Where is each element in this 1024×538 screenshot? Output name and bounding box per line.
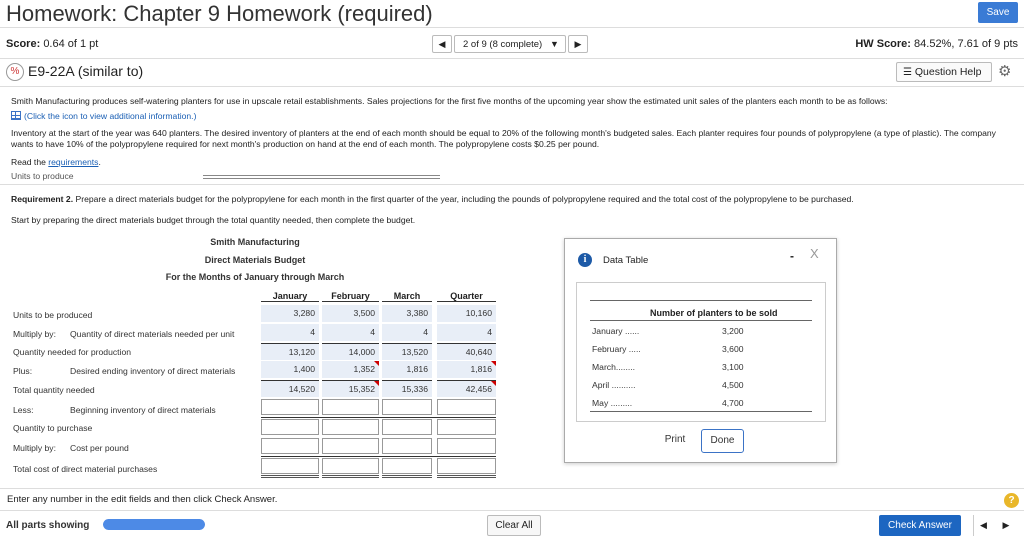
col-quarter: Quarter <box>437 291 496 302</box>
cell-total-mar: 15,336 <box>382 380 432 397</box>
table-rule <box>590 300 812 301</box>
input-begin-mar[interactable] <box>382 399 432 415</box>
planters-value: 3,200 <box>722 326 744 336</box>
input-cost-feb[interactable] <box>322 438 379 454</box>
partial-credit-icon: % <box>6 63 24 81</box>
cell-total-jan: 14,520 <box>261 380 319 397</box>
month-label: February <box>592 344 627 354</box>
row-label-ending-inventory: Desired ending inventory of direct materials <box>70 366 236 376</box>
read-requirements <box>11 157 1016 168</box>
hw-score <box>855 38 1018 50</box>
row-label-cost-per-pound: Cost per pound <box>70 443 129 453</box>
col-january: January <box>261 291 319 302</box>
info-link[interactable] <box>11 111 1016 122</box>
budget-period: For the Months of January through March <box>165 272 345 282</box>
row-label-units: Units to be produced <box>13 310 93 320</box>
input-cost-mar[interactable] <box>382 438 432 454</box>
clipped-row: Units to produce <box>11 171 74 181</box>
cell-ending-jan[interactable]: 1,400 <box>261 361 319 378</box>
question-help-button[interactable] <box>896 62 992 82</box>
input-totalcost-feb[interactable] <box>322 458 379 474</box>
leader-dots: .......... <box>609 380 636 390</box>
month-label: April <box>592 380 610 390</box>
table-row <box>592 362 635 372</box>
next-question-button[interactable]: ▶ <box>568 35 588 53</box>
cell-qtyneeded-mar: 13,520 <box>382 343 432 360</box>
cell-ending-qtr[interactable]: 1,816 <box>437 361 496 378</box>
divider <box>0 86 1024 87</box>
double-underline <box>261 475 319 478</box>
cell-units-jan: 3,280 <box>261 305 319 322</box>
cell-qtyneeded-feb: 14,000 <box>322 343 379 360</box>
leader-dots: ........ <box>615 362 635 372</box>
cell-qtyneeded-jan: 13,120 <box>261 343 319 360</box>
score-value: 0.64 of 1 pt <box>43 38 99 50</box>
input-begin-jan[interactable] <box>261 399 319 415</box>
close-icon[interactable]: X <box>810 246 819 261</box>
input-cost-jan[interactable] <box>261 438 319 454</box>
requirement-2-text: Prepare a direct materials budget for the polypropylene for each month in the first quarter of the year, including the pounds of polypropylene required and the total cost of the polypropylene to be purchased. <box>73 194 854 204</box>
divider <box>0 510 1024 511</box>
question-selector[interactable]: 2 of 9 (8 complete) <box>454 35 566 53</box>
month-label: March <box>592 362 616 372</box>
row-label-beginning-inventory: Beginning inventory of direct materials <box>70 405 216 415</box>
requirement-2-label: Requirement 2. <box>11 194 74 204</box>
subtotal-line <box>261 456 496 457</box>
score <box>6 38 98 50</box>
double-underline <box>322 475 379 478</box>
table-row <box>592 380 635 390</box>
planters-value: 4,500 <box>722 380 744 390</box>
cell-mult-jan: 4 <box>261 324 319 341</box>
input-begin-qtr[interactable] <box>437 399 496 415</box>
info-link-text[interactable]: (Click the icon to view additional information.) <box>24 111 197 121</box>
save-button[interactable]: Save <box>978 2 1018 23</box>
table-row <box>592 326 639 336</box>
input-purchase-mar[interactable] <box>382 419 432 435</box>
table-rule <box>590 411 812 412</box>
leader-dots: ..... <box>626 344 641 354</box>
cell-ending-feb[interactable]: 1,352 <box>322 361 379 378</box>
hw-score-label: HW Score: <box>855 38 911 50</box>
row-prefix-plus: Plus: <box>13 366 33 376</box>
previous-question-button[interactable]: ◀ <box>432 35 452 53</box>
input-totalcost-qtr[interactable] <box>437 458 496 474</box>
divider <box>0 58 1024 59</box>
cell-mult-feb: 4 <box>322 324 379 341</box>
row-prefix-multiply: Multiply by: <box>13 329 56 339</box>
gear-icon[interactable]: ⚙ <box>998 63 1012 80</box>
input-totalcost-jan[interactable] <box>261 458 319 474</box>
row-prefix-less: Less: <box>13 405 34 415</box>
month-label: May <box>592 398 609 408</box>
help-icon[interactable]: ? <box>1004 493 1019 508</box>
check-answer-button[interactable]: Check Answer <box>879 515 961 536</box>
double-underline <box>382 475 432 478</box>
input-purchase-qtr[interactable] <box>437 419 496 435</box>
requirements-link[interactable]: requirements <box>48 157 99 167</box>
list-icon: ☰ <box>903 67 912 78</box>
planters-value: 4,700 <box>722 398 744 408</box>
cell-units-qtr: 10,160 <box>437 305 496 322</box>
cell-total-feb: 15,352 <box>322 380 379 397</box>
table-row <box>592 344 641 354</box>
print-button[interactable]: Print <box>664 434 686 445</box>
hw-score-value: 84.52%, 7.61 of 9 pts <box>914 38 1018 50</box>
row-label-qty-purchase: Quantity to purchase <box>13 423 93 433</box>
subtotal-line <box>261 417 496 418</box>
divider <box>0 27 1024 28</box>
clear-all-button[interactable]: Clear All <box>487 515 541 536</box>
row-label-qty-needed: Quantity needed for production <box>13 347 132 357</box>
table-row <box>592 398 632 408</box>
progress-fill <box>103 519 205 530</box>
month-label: January <box>592 326 623 336</box>
problem-text: Smith Manufacturing produces self-watering planters for use in upscale retail establishments. Sales projections for the first five months of the upcoming year show the estimated unit sales of the planters each month to be as follows: <box>11 96 888 106</box>
table-rule <box>590 320 812 321</box>
row-prefix-multiply-cost: Multiply by: <box>13 443 56 453</box>
requirement-2 <box>11 194 1016 205</box>
input-purchase-feb[interactable] <box>322 419 379 435</box>
parts-status: All parts showing <box>6 520 90 531</box>
done-button[interactable]: Done <box>701 429 744 453</box>
next-arrow-icon[interactable]: ▶ <box>1002 520 1010 530</box>
planters-value: 3,100 <box>722 362 744 372</box>
input-begin-feb[interactable] <box>322 399 379 415</box>
budget-company: Smith Manufacturing <box>210 237 300 247</box>
row-label-total-needed: Total quantity needed <box>13 385 95 395</box>
row-label-total-cost: Total cost of direct material purchases <box>13 464 158 474</box>
problem-text-2: Inventory at the start of the year was 640 planters. The desired inventory of planters at the end of each month should be equal to 20% of the following month's budgeted sales. Each planter requires four pounds of polypropylene (a type of plastic). The company wants to have 10% of the polypropylene required for next month's production on hand at the end of each month. The polypropylene costs $0.25 per pound. <box>11 128 996 149</box>
cell-mult-qtr: 4 <box>437 324 496 341</box>
divider <box>0 488 1024 489</box>
info-icon: i <box>578 253 592 267</box>
dialog-title: Data Table <box>603 255 649 266</box>
read-prefix: Read the <box>11 157 49 167</box>
budget-title: Direct Materials Budget <box>204 255 306 265</box>
chevron-down-icon[interactable]: ▼ <box>550 39 559 49</box>
page-title: Homework: Chapter 9 Homework (required) <box>6 1 433 26</box>
double-underline <box>437 475 496 478</box>
progress-bar <box>103 519 205 530</box>
input-purchase-jan[interactable] <box>261 419 319 435</box>
leader-dots: ...... <box>622 326 640 336</box>
cell-total-qtr: 42,456 <box>437 380 496 397</box>
question-help-label: Question Help <box>914 66 982 78</box>
cell-ending-mar[interactable]: 1,816 <box>382 361 432 378</box>
col-march: March <box>382 291 432 302</box>
leader-dots: ......... <box>608 398 633 408</box>
clipped-underline <box>203 175 440 179</box>
input-totalcost-mar[interactable] <box>382 458 432 474</box>
read-suffix: . <box>98 157 101 167</box>
row-label-qty-per-unit: Quantity of direct materials needed per unit <box>70 329 235 339</box>
enter-hint: Enter any number in the edit fields and then click Check Answer. <box>7 494 278 505</box>
divider <box>0 184 1024 185</box>
start-instruction: Start by preparing the direct materials budget through the total quantity needed, then complete the budget. <box>11 215 416 225</box>
minimize-button[interactable]: - <box>790 249 794 263</box>
cell-qtyneeded-qtr: 40,640 <box>437 343 496 360</box>
data-table-header: Number of planters to be sold <box>650 308 778 318</box>
planters-value: 3,600 <box>722 344 744 354</box>
previous-arrow-icon[interactable]: ◀ <box>973 515 993 536</box>
table-icon[interactable] <box>11 111 21 120</box>
cell-units-feb: 3,500 <box>322 305 379 322</box>
cell-mult-mar: 4 <box>382 324 432 341</box>
question-title: E9-22A (similar to) <box>28 63 144 79</box>
cell-units-mar: 3,380 <box>382 305 432 322</box>
input-cost-qtr[interactable] <box>437 438 496 454</box>
score-label: Score: <box>6 38 41 50</box>
col-february: February <box>322 291 379 302</box>
